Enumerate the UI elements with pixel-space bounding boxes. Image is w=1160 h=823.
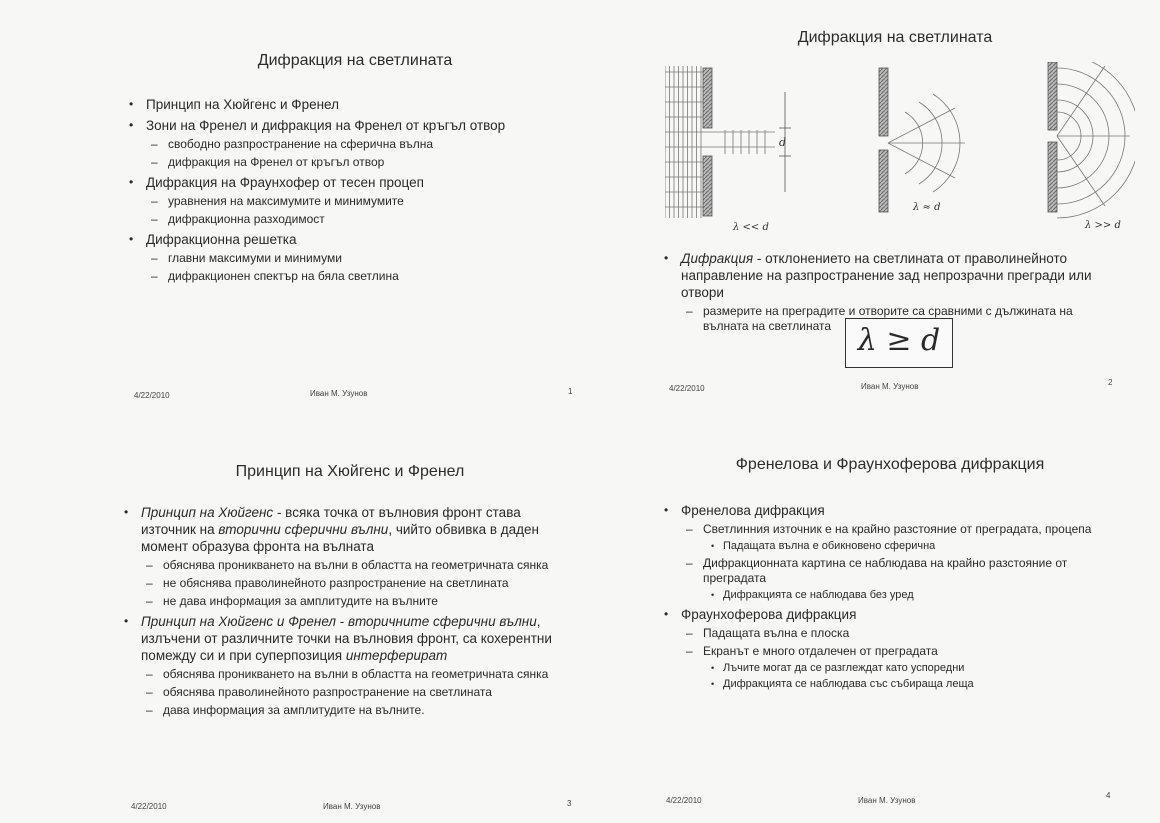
slide-1: [120, 30, 590, 410]
sub-bullet-item: – свободно разпространение на сферична вълна: [120, 137, 580, 152]
fig-label-3: λ >> d: [1085, 220, 1121, 231]
fig-label-1: λ << d: [733, 222, 769, 233]
footer-author: Иван М. Узунов: [861, 382, 919, 391]
slide-3: [115, 448, 585, 818]
footer-author: Иван М. Узунов: [858, 796, 916, 805]
figure-wide-wavelength: [1048, 62, 1135, 218]
footer-date: 4/22/2010: [666, 796, 702, 805]
sub-bullet-item: – дифракция на Френел от кръгъл отвор: [120, 155, 580, 170]
fig-d-label: d: [779, 136, 787, 149]
bullet-list: [655, 498, 1095, 691]
slide-title: Дифракция на светлината: [257, 52, 453, 69]
slide-2: [655, 20, 1135, 400]
sub-bullet-item: – Дифракционната картина се наблюдава на крайно разстояние от преградата: [655, 556, 1095, 586]
slide-title: Френелова и Фраунхоферова дифракция: [735, 456, 1045, 473]
footer-date: 4/22/2010: [134, 391, 170, 400]
slide-title: Дифракция на светлината: [797, 29, 993, 46]
footer-author: Иван М. Узунов: [310, 389, 368, 398]
sub-bullet-item: – Екранът е много отдалечен от преградата: [655, 644, 1095, 659]
term-interfere: интерферират: [345, 648, 448, 663]
bullet-item: • Френелова дифракция: [655, 502, 1095, 519]
sub-bullet-item: – размерите на преградите и отворите са сравними с дължината на вълната на светлината: [655, 304, 1115, 334]
footer-page-number: 1: [568, 387, 573, 396]
term-secondary-waves: вторичните сферични вълни: [348, 614, 537, 629]
diffraction-figure: [665, 62, 1135, 242]
fig-label-2: λ ≈ d: [913, 202, 941, 213]
slide-title: Принцип на Хюйгенс и Френел: [235, 463, 465, 480]
footer-date: 4/22/2010: [131, 802, 167, 811]
sub-bullet-item: – дифракционна разходимост: [120, 212, 580, 227]
sub-sub-bullet-item: • Лъчите могат да се разглеждат като успоредни: [655, 661, 1095, 675]
footer-page-number: 4: [1106, 791, 1111, 800]
footer-page-number: 3: [567, 799, 572, 808]
sub-bullet-item: – дава информация за амплитудите на вълните.: [115, 703, 575, 718]
sub-bullet-item: – обяснява праволинейното разпространение на светлината: [115, 685, 575, 700]
term-secondary-waves: вторични сферични вълни: [218, 522, 389, 537]
term-huygens-fresnel: Принцип на Хюйгенс и Френел: [141, 614, 337, 629]
bullet-list: [120, 92, 580, 284]
sub-bullet-item: – не обяснява праволинейното разпространение на светлината: [115, 576, 575, 591]
formula-box: λ ≥ d: [845, 318, 953, 368]
bullet-text: - всяка точка от вълновия фронт става източник на: [141, 505, 521, 537]
footer-author: Иван М. Узунов: [323, 802, 381, 811]
term-diffraction: Дифракция: [681, 251, 754, 266]
bullet-item: [655, 250, 1115, 301]
bullet-text: , излъчени от различните точки на вълновия фронт, са кохерентни помежду си и при суперпозиция: [141, 614, 552, 663]
bullet-item: [115, 613, 575, 664]
figure-narrow-wavelength: [665, 66, 791, 218]
sub-sub-bullet-item: • Дифракцията се наблюдава със събираща леща: [655, 677, 1095, 691]
figure-comparable-wavelength: [879, 68, 965, 212]
term-huygens: Принцип на Хюйгенс: [141, 505, 274, 520]
sub-bullet-item: – уравнения на максимумите и минимумите: [120, 194, 580, 209]
sub-sub-bullet-item: • Дифракцията се наблюдава без уред: [655, 588, 1095, 602]
bullet-item: • Зони на Френел и дифракция на Френел от кръгъл отвор: [120, 117, 580, 134]
sub-bullet-item: – Светлинния източник е на крайно разстояние от преградата, процепа: [655, 522, 1095, 537]
bullet-item: [115, 504, 575, 555]
bullet-item: • Дифракционна решетка: [120, 231, 580, 248]
bullet-list: [115, 500, 575, 718]
sub-bullet-item: – обяснява проникването на вълни в областта на геометричната сянка: [115, 667, 575, 682]
sub-bullet-item: – обяснява проникването на вълни в областта на геометричната сянка: [115, 558, 575, 573]
footer-page-number: 2: [1108, 378, 1113, 387]
slide-4: [650, 440, 1130, 815]
bullet-item: • Принцип на Хюйгенс и Френел: [120, 96, 580, 113]
sub-bullet-item: – дифракционен спектър на бяла светлина: [120, 269, 580, 284]
bullet-item: • Фраунхоферова дифракция: [655, 606, 1095, 623]
sub-bullet-item: – не дава информация за амплитудите на вълните: [115, 594, 575, 609]
footer-date: 4/22/2010: [669, 384, 705, 393]
sub-bullet-item: – главни максимуми и минимуми: [120, 251, 580, 266]
sub-sub-bullet-item: • Падащата вълна е обикновено сферична: [655, 539, 1095, 553]
bullet-text: , чийто обвивка в даден момент образува фронта на вълната: [141, 522, 539, 554]
bullet-text: - отклонението на светлината от праволинейното направление на разпространение зад непрозрачни прегради или отвори: [681, 251, 1092, 300]
bullet-item: • Дифракция на Фраунхофер от тесен процеп: [120, 174, 580, 191]
bullet-text: -: [336, 614, 349, 629]
sub-bullet-item: – Падащата вълна е плоска: [655, 626, 1095, 641]
